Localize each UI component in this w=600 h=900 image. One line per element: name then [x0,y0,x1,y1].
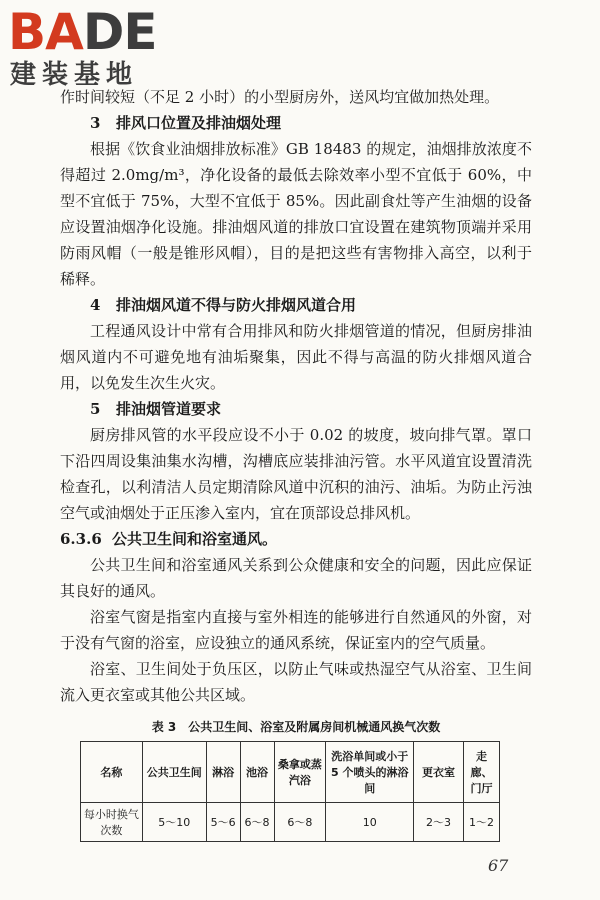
paragraph-5: 厨房排风管的水平段应设不小于 0.02 的坡度，坡向排气罩。罩口下沿四周设集油集水沟槽，沟槽底应装排油污管。水平风道宜设置清洗检查孔，以利清洁人员定期清除风道中沉积的油污、油垢。为防止污浊空气或油烟处于正压渗入室内，宜在顶部设总排风机。 [60,426,532,522]
table-header-cell: 名称 [81,742,143,803]
site-logo [8,4,208,92]
subheading-3-number: 3 [90,114,101,132]
table-header-cell: 桑拿或蒸汽浴 [274,742,326,803]
page-number: 67 [488,856,509,875]
intro-line: 作时间较短（不足 2 小时）的小型厨房外，送风均宜做加热处理。 [60,88,500,106]
logo-wordmark [8,4,156,60]
table-header-cell: 更衣室 [414,742,464,803]
table-header-cell: 淋浴 [206,742,240,803]
paragraph-8: 浴室、卫生间处于负压区，以防止气味或热湿空气从浴室、卫生间流入更衣室或其他公共区域。 [60,660,532,704]
subheading-4-text: 排油烟风道不得与防火排烟风道合用 [116,296,357,314]
table-header-cell: 公共卫生间 [142,742,206,803]
subheading-3 [60,110,532,136]
paragraph-6: 公共卫生间和浴室通风关系到公众健康和安全的问题，因此应保证其良好的通风。 [60,556,532,600]
table-cell: 6～8 [240,803,274,842]
subheading-5 [60,396,532,422]
ventilation-table [80,741,500,842]
logo-accent-letters: BA [8,3,83,61]
subheading-4 [60,292,532,318]
table-cell: 2～3 [414,803,464,842]
subheading-5-number: 5 [90,400,101,418]
table-header-cell: 洗浴单间或小于 5 个喷头的淋浴间 [326,742,414,803]
section-title: 公共卫生间和浴室通风。 [112,530,278,548]
logo-subtitle: 建装基地 [10,60,139,90]
subheading-5-text: 排油烟管道要求 [116,400,222,418]
table-cell: 5～10 [142,803,206,842]
table-header-cell: 池浴 [240,742,274,803]
logo-rest-letters: DE [82,3,157,61]
table-cell: 5～6 [206,803,240,842]
page-body [60,84,532,842]
subheading-3-text: 排风口位置及排油烟处理 [116,114,282,132]
paragraph-3: 根据《饮食业油烟排放标准》GB 18483 的规定，油烟排放浓度不得超过 2.0mg/m³，净化设备的最低去除效率小型不宜低于 60%，中型不宜低于 75%，大型不宜低于 85%。因此副食灶等产生油烟的设备应设置油烟净化设施。排油烟风道的排放口宜设置在建筑物顶端并采用防雨风帽（一般是锥形风帽），目的是把这些有害物排入高空，以利于稀释。 [60,140,532,288]
section-number: 6.3.6 [60,530,102,548]
section-6-3-6 [60,526,532,552]
table-cell: 6～8 [274,803,326,842]
subheading-4-number: 4 [90,296,101,314]
table-cell: 1～2 [463,803,499,842]
table-row [81,803,500,842]
table-header-cell: 走廊、门厅 [463,742,499,803]
paragraph-7: 浴室气窗是指室内直接与室外相连的能够进行自然通风的外窗，对于没有气窗的浴室，应设独立的通风系统，保证室内的空气质量。 [60,608,532,652]
table-header-row [81,742,500,803]
table-cell: 10 [326,803,414,842]
row-label-cell: 每小时换气次数 [81,803,143,842]
table-title: 表 3 公共卫生间、浴室及附属房间机械通风换气次数 [151,720,441,734]
paragraph-4: 工程通风设计中常有合用排风和防火排烟管道的情况，但厨房排油烟风道内不可避免地有油垢聚集，因此不得与高温的防火排烟风道合用，以免发生次生火灾。 [60,322,532,392]
